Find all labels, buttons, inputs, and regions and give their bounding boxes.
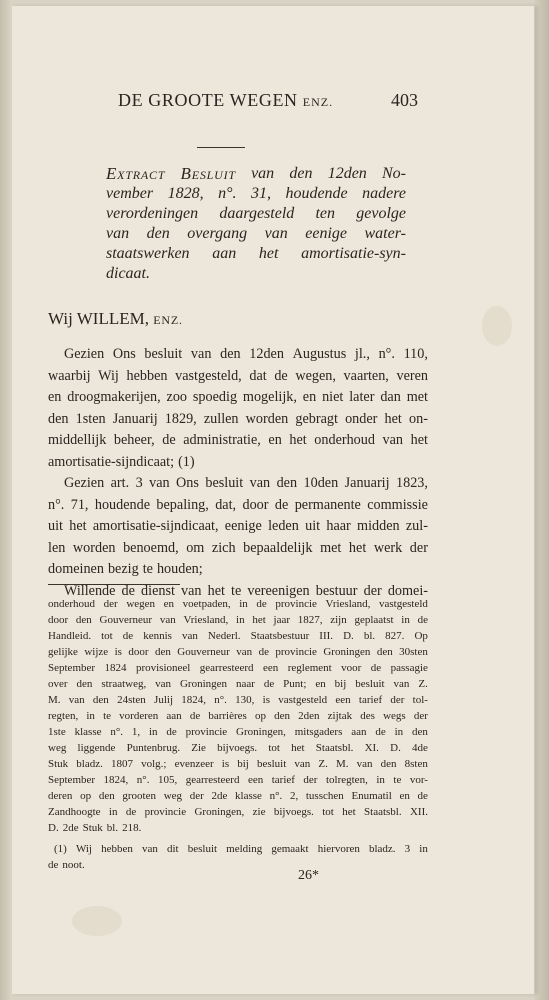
running-header [12, 90, 534, 116]
extract-word: van [106, 225, 130, 242]
extract-word: aan [212, 245, 237, 262]
body-line: len worden benoemd, om zich bepaaldelijk met het werk der [48, 539, 428, 556]
extract-word: ten [315, 205, 336, 222]
book-spine-shadow [0, 0, 12, 1000]
paper-stain [72, 906, 122, 936]
extract-word: staatswerken [106, 245, 190, 262]
footnote-line: Stuk bladz. 1807 volg.; evenzeer is bij besluit van Z. M. van den 8sten [48, 758, 428, 770]
extract-word: 12den [327, 165, 367, 182]
footnote-line: 1ste klasse n°. 1, in de provincie Groningen, mitsgaders aan de in den [48, 726, 428, 738]
running-title-main: DE GROOTE WEGEN [118, 90, 298, 110]
body-line: Willende de dienst van het te vereenigen bestuur der domei- [64, 582, 428, 599]
footnote-line: September 1824, n°. 105, gearresteerd een tarief der tolregten, in te vor- [48, 774, 428, 786]
body-text [48, 344, 428, 602]
signature-mark: 26* [298, 868, 319, 883]
footnote-line: door den Gouverneur van Vriesland, in het jaar 1827, zijn geplaatst in de [48, 614, 428, 626]
footnote-divider [48, 584, 180, 585]
extract-word: Besluit [180, 164, 236, 183]
running-title-small: ENZ. [302, 95, 334, 109]
body-line: Gezien Ons besluit van den 12den Augustus jl., n°. 110, [64, 346, 428, 362]
decree-opening-main: Wij WILLEM, [48, 309, 149, 328]
footnote-line: M. van den 24sten Julij 1824, n°. 130, is vastgesteld een tarief der tol- [48, 694, 428, 706]
extract-line [106, 264, 406, 284]
footnote-line: gelijke wijze is door den Gouverneur van de provincie Groningen den 30sten [48, 646, 428, 658]
extract-word: het [258, 245, 279, 262]
extract-word: vember [106, 185, 154, 202]
extract-line [106, 224, 406, 244]
extract-word: dicaat. [106, 265, 150, 282]
extract-word: nadere [362, 185, 406, 202]
body-line: middellijk beheer, de administratie, en het onderhoud van het [48, 432, 428, 448]
page-number: 403 [391, 90, 418, 110]
running-title [118, 90, 333, 111]
footnote-line: Zandhoogte in de provincie Groningen, zie bijvoegs. tot het Staatsbl. XII. [48, 806, 428, 818]
extract-word: houdende [285, 185, 348, 202]
extract-word: gevolge [356, 205, 406, 222]
extract-word: eenige [305, 225, 347, 242]
body-line: domeinen bezig te houden; [48, 561, 203, 577]
paper-stain [482, 306, 512, 346]
book-page [12, 6, 534, 994]
extract-line [106, 204, 406, 224]
extract-word: n°. [218, 185, 237, 202]
extract-word: overgang [187, 225, 248, 242]
footnote-line: de noot. [48, 859, 85, 871]
footnote-line: (1) Wij hebben van dit besluit melding gemaakt hiervoren bladz. 3 in [54, 843, 428, 855]
extract-line [106, 164, 406, 184]
extract-word: 1828, [167, 185, 204, 202]
extract-heading [106, 164, 406, 284]
footnote-line: deren op den grooten weg der 2de klasse n°. 2, tusschen Enumatil en de [48, 790, 428, 802]
extract-word: den [289, 165, 313, 182]
extract-word: daargesteld [219, 205, 295, 222]
extract-word: van [251, 165, 275, 182]
extract-word: den [146, 225, 170, 242]
extract-word: 31, [250, 185, 271, 202]
page-edge [534, 0, 549, 1000]
footnote-line: onderhoud der wegen en voetpaden, in de provincie Vriesland, vastgesteld [48, 598, 428, 610]
extract-line [106, 184, 406, 204]
footnote-line: Handleid. tot de kennis van Nederl. Staatsbestuur III. D. bl. 827. Op [48, 630, 428, 642]
body-line: waarbij Wij hebben vastgesteld, dat de wegen, vaarten, veren [48, 367, 428, 384]
footnotes [48, 596, 428, 873]
extract-word: water- [364, 225, 406, 242]
extract-word: verordeningen [106, 205, 199, 222]
extract-word: amortisatie-syn- [301, 245, 406, 262]
body-line: den 1sten Januarij 1829, zullen worden gebragt onder het on- [48, 410, 428, 427]
footnote-line: regten, in te vorderen aan de barrières op den 2den zijtak des wegs der [48, 710, 428, 722]
footnote-line: over den straatweg, van Groningen naar de Punt; en bij besluit van Z. [48, 678, 428, 690]
body-line: amortisatie-sijndicaat; (1) [48, 453, 195, 470]
footnote-line: weg liggende Puntenbrug. Zie bijvoegs. tot het Staatsbl. XI. D. 4de [48, 742, 428, 754]
decree-opening [48, 309, 183, 329]
decree-opening-small: ENZ. [153, 313, 183, 327]
extract-word: Extract [106, 164, 166, 183]
body-line: Gezien art. 3 van Ons besluit van den 10den Januarij 1823, [64, 475, 428, 491]
extract-word: No- [382, 165, 406, 182]
footnote-line: D. 2de Stuk bl. 218. [48, 822, 142, 834]
body-line: uit het amortisatie-sijndicaat, eenige leden uit haar midden zul- [48, 518, 428, 534]
section-divider [197, 147, 245, 148]
footnote-line: September 1824 provisioneel gearresteerd een reglement voor de passagie [48, 662, 428, 674]
body-line: n°. 71, houdende bepaling, dat, door de permanente commissie [48, 496, 428, 513]
extract-line [106, 244, 406, 264]
extract-word: van [264, 225, 288, 242]
body-line: en droogmakerijen, zoo spoedig mogelijk, en niet later dan met [48, 389, 428, 405]
